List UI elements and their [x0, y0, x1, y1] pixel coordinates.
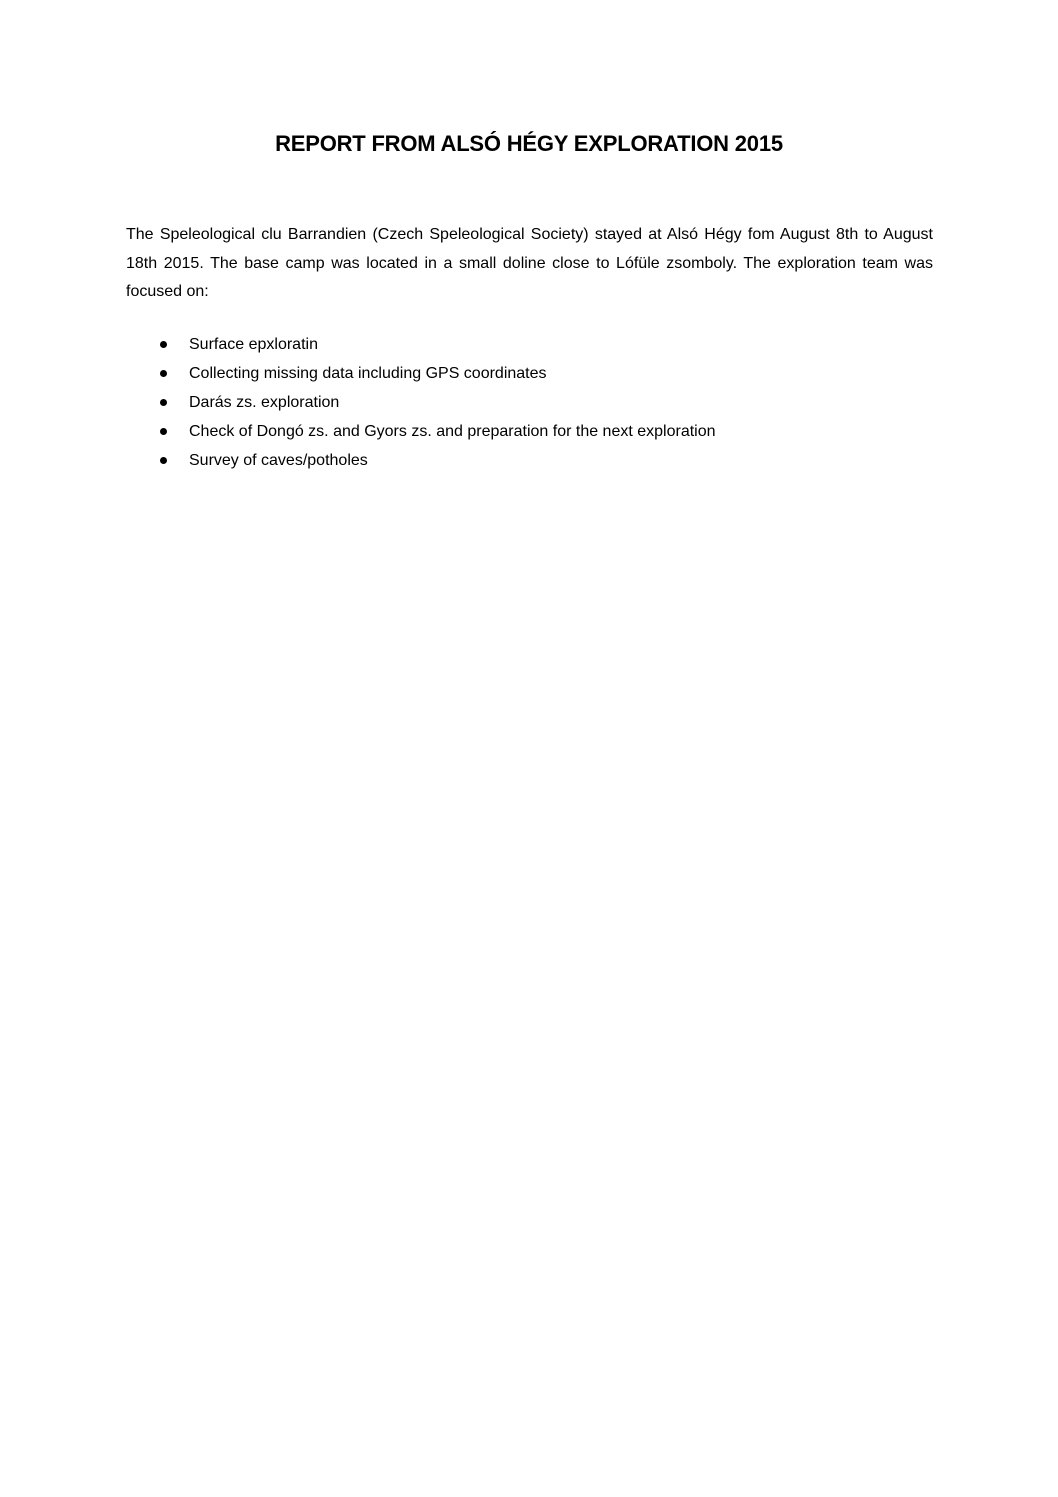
bullet-icon — [160, 370, 167, 377]
list-item-text: Darás zs. exploration — [189, 394, 340, 411]
bullet-icon — [160, 399, 167, 406]
list-item — [126, 359, 933, 388]
list-item — [126, 446, 933, 475]
list-item-text: Collecting missing data including GPS coordinates — [189, 365, 547, 382]
list-item-text: Surface epxloratin — [189, 336, 318, 353]
list-item — [126, 330, 933, 359]
list-item-text: Survey of caves/potholes — [189, 452, 368, 469]
bullet-icon — [160, 428, 167, 435]
bullet-icon — [160, 341, 167, 348]
list-item-text: Check of Dongó zs. and Gyors zs. and preparation for the next exploration — [189, 423, 716, 440]
bullet-icon — [160, 457, 167, 464]
intro-paragraph: The Speleological clu Barrandien (Czech Speleological Society) stayed at Alsó Hégy fom August 8th to August 18th 2015. The base camp was located in a small doline close to Lófüle zsomboly. The exploration team was focused on: — [126, 226, 933, 300]
focus-list — [126, 330, 933, 475]
document-title: REPORT FROM ALSÓ HÉGY EXPLORATION 2015 — [275, 131, 783, 156]
list-item — [126, 417, 933, 446]
list-item — [126, 388, 933, 417]
